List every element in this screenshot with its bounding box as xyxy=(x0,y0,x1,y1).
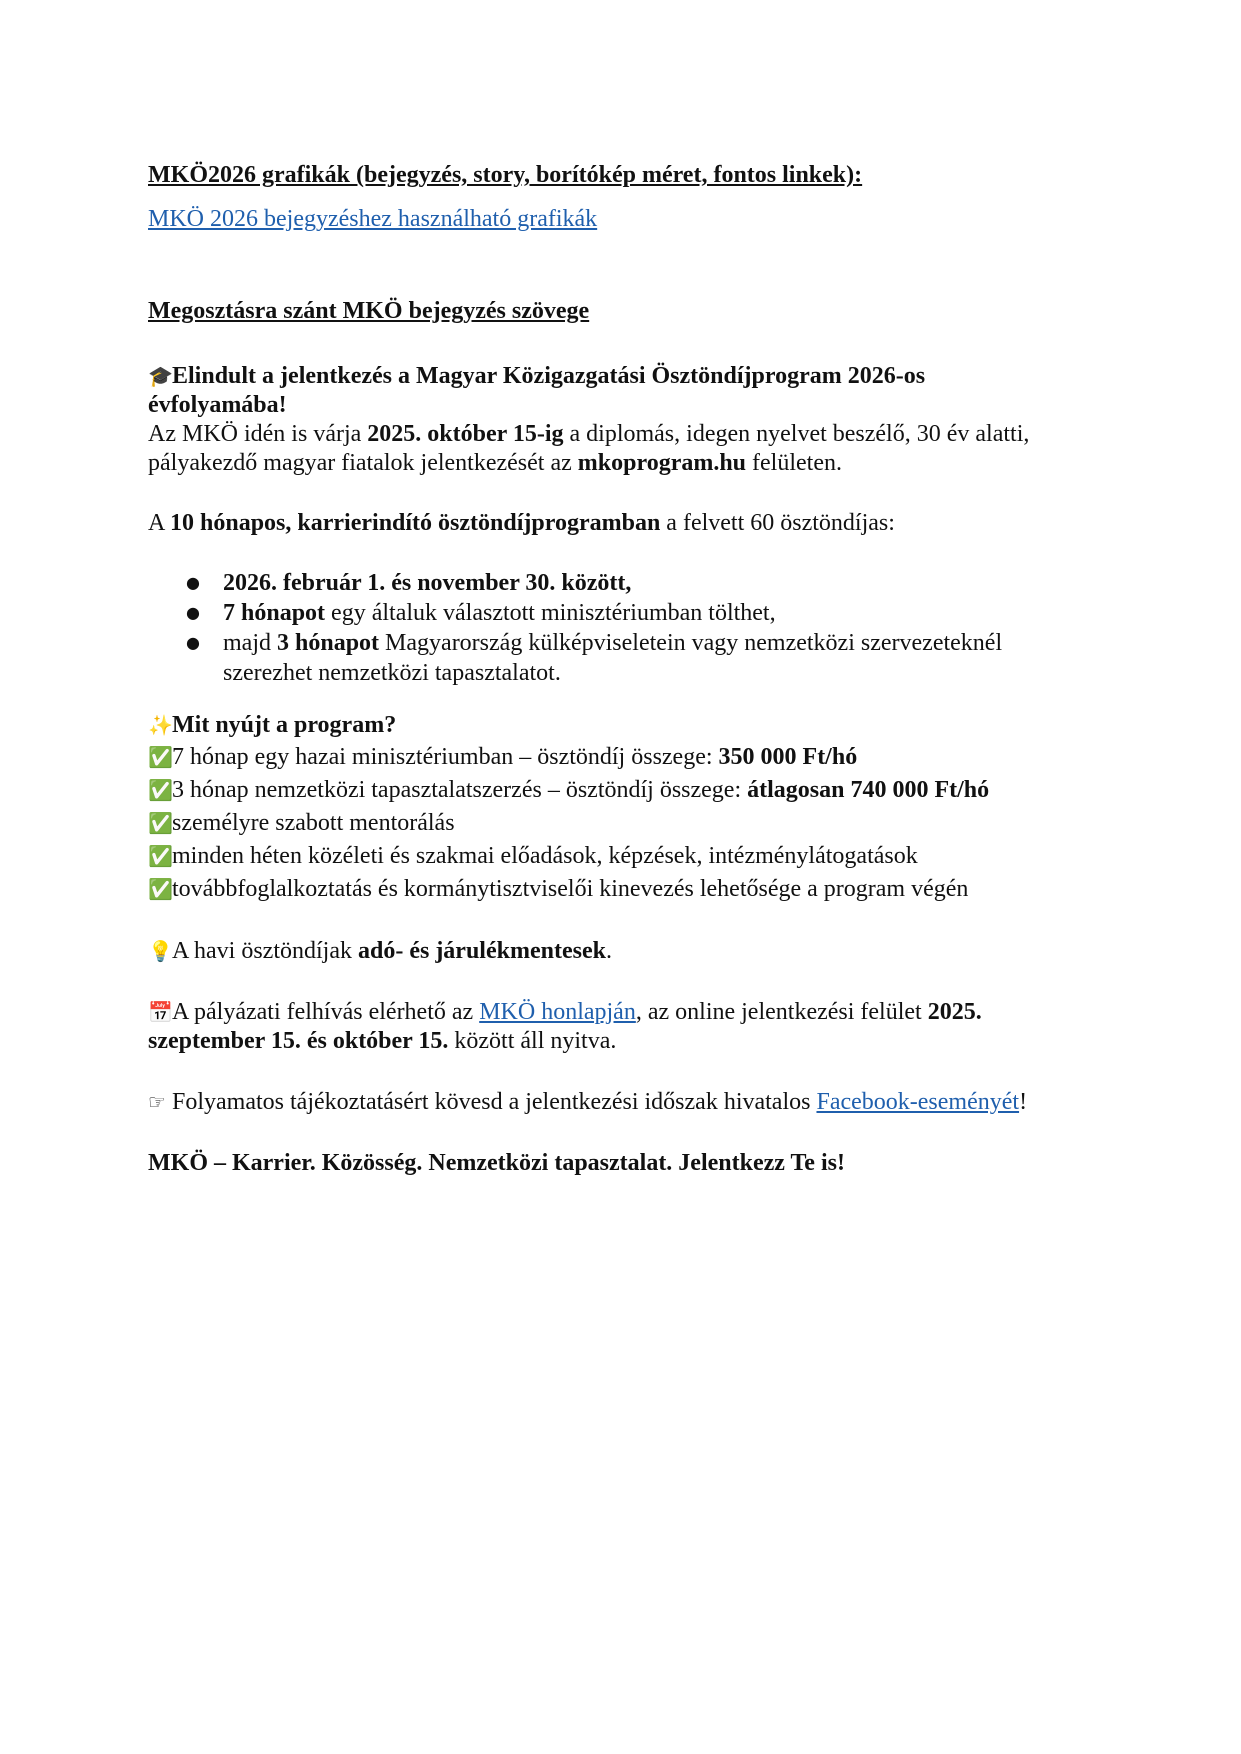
call-paragraph-line2: szeptember 15. és október 15. között áll nyitva. xyxy=(148,1028,617,1054)
tax-paragraph: 💡A havi ösztöndíjak adó- és járulékmentesek. xyxy=(148,938,612,964)
list-item: ✅személyre szabott mentorálás xyxy=(148,807,989,840)
bullet-icon: ● xyxy=(186,603,200,622)
bullet-icon: ● xyxy=(186,633,200,652)
facebook-event-link[interactable]: Facebook-eseményét xyxy=(816,1089,1020,1115)
graphics-link[interactable]: MKÖ 2026 bejegyzéshez használható grafikák xyxy=(148,206,598,232)
list-item: ✅minden héten közéleti és szakmai előadások, képzések, intézménylátogatások xyxy=(148,840,989,873)
list-item: ✅3 hónap nemzetközi tapasztalatszerzés – ösztöndíj összege: átlagosan 740 000 Ft/hó xyxy=(148,774,989,807)
offer-list xyxy=(148,741,989,906)
check-mark-icon: ✅ xyxy=(148,844,173,868)
list-item: ✅továbbfoglalkoztatás és kormánytisztviselői kinevezés lehetősége a program végén xyxy=(148,873,989,906)
post-heading: Megosztásra szánt MKÖ bejegyzés szövege xyxy=(148,298,590,324)
intro-paragraph-line2: pályakezdő magyar fiatalok jelentkezését az mkoprogram.hu felületen. xyxy=(148,450,842,476)
mko-homepage-link[interactable]: MKÖ honlapján xyxy=(479,999,636,1025)
check-mark-icon: ✅ xyxy=(148,745,173,769)
list-item: ● 2026. február 1. és november 30. között, xyxy=(186,570,632,596)
bullet-icon: ● xyxy=(186,573,200,592)
follow-paragraph: ☞ Folyamatos tájékoztatásért kövesd a jelentkezési időszak hivatalos Facebook-eseményét! xyxy=(148,1089,1028,1115)
intro-paragraph-line1: Az MKÖ idén is várja 2025. október 15-ig a diplomás, idegen nyelvet beszélő, 30 év alatti, xyxy=(148,421,1030,447)
lightbulb-icon: 💡 xyxy=(148,939,173,963)
pointing-hand-icon: ☞ xyxy=(148,1090,166,1114)
check-mark-icon: ✅ xyxy=(148,778,173,802)
sparkles-icon: ✨ xyxy=(148,713,173,737)
list-item: ● 7 hónapot egy általuk választott minisztériumban tölthet, xyxy=(186,600,776,626)
intro-title-line2: évfolyamába! xyxy=(148,392,287,418)
list-item: ✅7 hónap egy hazai minisztériumban – ösztöndíj összege: 350 000 Ft/hó xyxy=(148,741,989,774)
offer-title: ✨Mit nyújt a program? xyxy=(148,712,397,738)
calendar-icon: 📅 xyxy=(148,1000,173,1024)
list-item: ● majd 3 hónapot Magyarország külképviseletein vagy nemzetközi szervezeteknél szerezhet nemzetközi tapasztalatot. xyxy=(186,630,1003,686)
graphics-heading: MKÖ2026 grafikák (bejegyzés, story, borítókép méret, fontos linkek): xyxy=(148,162,863,188)
check-mark-icon: ✅ xyxy=(148,811,173,835)
slogan: MKÖ – Karrier. Közösség. Nemzetközi tapasztalat. Jelentkezz Te is! xyxy=(148,1150,845,1176)
graduation-cap-icon: 🎓 xyxy=(148,364,173,388)
check-mark-icon: ✅ xyxy=(148,877,173,901)
program-paragraph: A 10 hónapos, karrierindító ösztöndíjprogramban a felvett 60 ösztöndíjas: xyxy=(148,510,895,536)
intro-title: 🎓Elindult a jelentkezés a Magyar Közigazgatási Ösztöndíjprogram 2026-os xyxy=(148,363,926,389)
program-bullet-list xyxy=(148,568,1108,688)
call-paragraph-line1: 📅A pályázati felhívás elérhető az MKÖ honlapján, az online jelentkezési felület 2025. xyxy=(148,999,982,1025)
